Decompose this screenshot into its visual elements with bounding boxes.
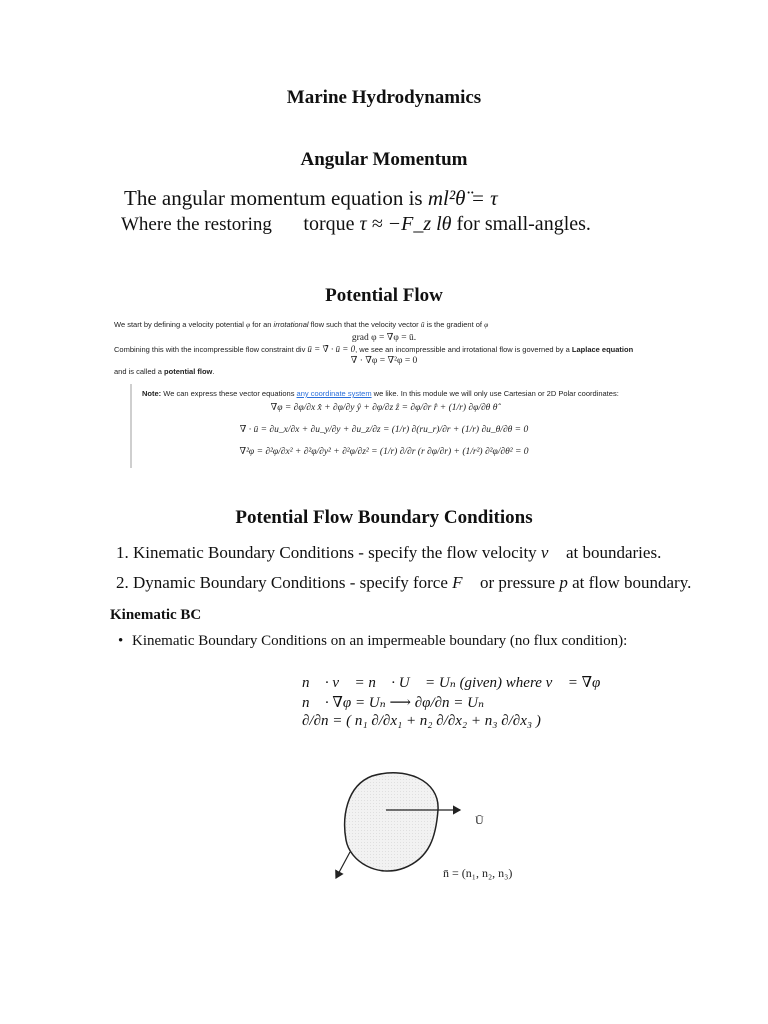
note-label: Note: [142,389,162,398]
velocity-vector: v⃗ [540,543,562,562]
gradient-coordinates-equation: ∇̄φ = ∂φ/∂x x̂ + ∂φ/∂y ŷ + ∂φ/∂z ẑ = ∂φ/∂r r̂ + (1/r) ∂φ/∂θ θ̂ [270,403,498,413]
intro-part: flow such that the velocity vector [308,320,421,329]
angular-momentum-heading: Angular Momentum [300,149,468,170]
incompressible-part: Combining this with the incompressible flow constraint div [114,345,308,354]
item-text: 1. Kinematic Boundary Conditions - specify the flow velocity [116,543,541,562]
dynamic-bc-item [116,573,691,593]
laplace-equation: ∇̄ · ∇̄φ = ∇²φ = 0 [350,356,418,366]
bullet-text: Kinematic Boundary Conditions on an impermeable boundary (no flux condition): [132,633,628,649]
potential-intro-text [114,320,488,329]
note-text [142,389,619,398]
equation-math: ml²θ̈ = τ [427,186,498,210]
bullet-dot: • [118,633,124,649]
velocity-label: Ū [475,813,484,827]
small-angles-text: for small-angles. [451,213,591,235]
pressure-symbol: p [559,573,568,592]
no-flux-formula-1: n⃗ · v⃗ = n⃗ · U⃗ = Uₙ (given) where v⃗ = ∇φ [302,675,601,691]
u-vector: ū [420,320,425,329]
kinematic-bc-subheading: Kinematic BC [110,607,202,623]
normal-arrow [336,852,350,878]
phi-symbol: φ [246,320,251,329]
boundary-conditions-heading: Potential Flow Boundary Conditions [235,507,533,528]
definition-part: and is called a [114,367,165,376]
angular-momentum-equation [124,186,498,211]
potential-flow-definition [114,367,214,376]
force-vector: F⃗ [452,573,476,592]
intro-part: We start by defining a velocity potential [114,320,247,329]
intro-part: for an [250,320,274,329]
body-shape [345,773,438,871]
divergence-coordinates-equation: ∇̄ · ū = ∂u_x/∂x + ∂u_y/∂y + ∂u_z/∂z = (1/r) ∂(ru_r)/∂r + (1/r) ∂u_θ/∂θ = 0 [239,425,529,435]
laplace-equation-text: Laplace equation [571,345,634,354]
kinematic-bullet [118,633,627,650]
page-title: Marine Hydrodynamics [286,87,482,108]
restoring-text: Where the restoring [121,214,272,235]
irrotational-text: irrotational [273,320,309,329]
definition-part: . [212,367,215,376]
divergence-math: ū = ∇̄ · ū = 0 [307,344,356,354]
no-flux-formula-2: n⃗ · ∇φ = Uₙ ⟶ ∂φ/∂n = Uₙ [302,695,485,711]
item-text: 2. Dynamic Boundary Conditions - specify force [116,573,453,592]
incompressible-part: , we see an incompressible and irrotational flow is governed by a [355,345,572,354]
laplacian-coordinates-equation: ∇²φ = ∂²φ/∂x² + ∂²φ/∂y² + ∂²φ/∂z² = (1/r) ∂/∂r (r ∂φ/∂r) + (1/r²) ∂²φ/∂θ² = 0 [239,447,529,457]
note-part: we like. In this module we will only use Cartesian or 2D Polar coordinates: [371,389,619,398]
equation-text: The angular momentum equation is [124,186,428,210]
normal-label: n̄ = (n₁, n₂, n₃) [443,866,513,880]
restoring-torque-line [121,213,591,236]
torque-math: τ ≈ −F_z lθ [359,213,452,235]
torque-text: torque [303,213,360,235]
phi-symbol: φ [484,320,489,329]
coordinate-system-link[interactable]: any coordinate system [296,389,372,398]
item-text: at flow boundary. [567,573,692,592]
gradient-equation: grad φ = ∇̄φ = ū. [351,333,417,343]
item-text: or pressure [475,573,560,592]
item-text: at boundaries. [561,543,662,562]
body-flow-diagram [0,760,768,960]
potential-flow-heading: Potential Flow [325,285,443,306]
note-part: We can express these vector equations [161,389,297,398]
normal-derivative-formula: ∂/∂n = ( n₁ ∂/∂x₁ + n₂ ∂/∂x₂ + n₃ ∂/∂x₃ ) [302,713,541,729]
kinematic-bc-item [116,543,661,563]
potential-flow-bold: potential flow [164,367,213,376]
intro-part: is the gradient of [424,320,485,329]
incompressible-text [114,344,633,355]
